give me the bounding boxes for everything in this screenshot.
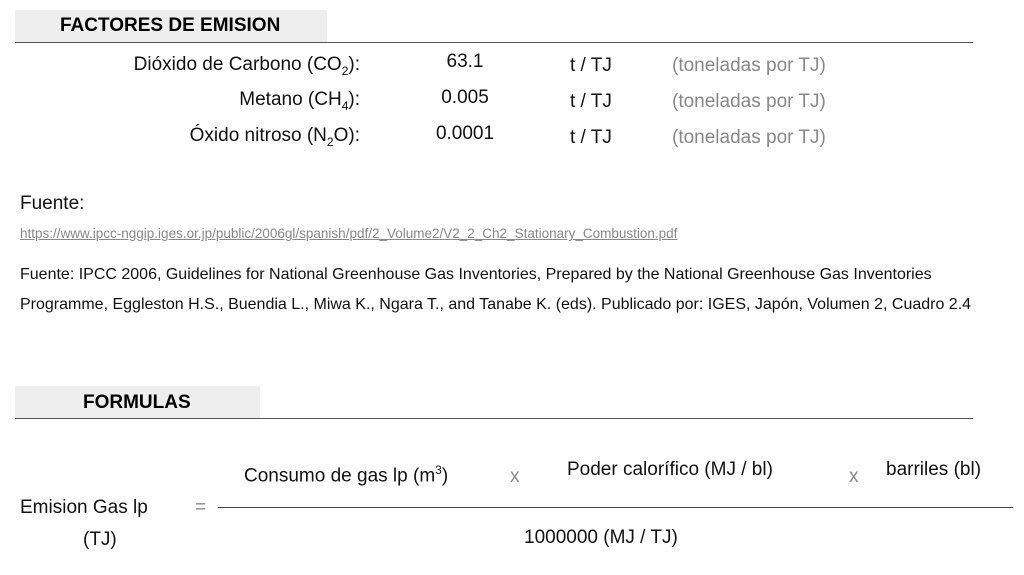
n2o-label — [190, 125, 360, 149]
co2-name: Dióxido de Carbono (CO — [133, 54, 342, 75]
ch4-unit: t / TJ — [570, 91, 612, 112]
term1-superscript: 3 — [435, 463, 442, 477]
term1-tail: ) — [441, 465, 449, 487]
formula-times-1: x — [510, 466, 520, 487]
formula-term-calorific-power: Poder calorífico (MJ / bl) — [567, 459, 773, 480]
ch4-note: (toneladas por TJ) — [672, 91, 826, 112]
n2o-unit: t / TJ — [570, 127, 612, 148]
ch4-label — [239, 89, 360, 113]
ch4-value: 0.005 — [441, 87, 489, 108]
source-label: Fuente: — [20, 193, 85, 214]
formula-fraction-line — [218, 507, 1013, 508]
co2-value: 63.1 — [446, 51, 484, 72]
formula-term-barrels: barriles (bl) — [886, 459, 982, 480]
formula-equals: = — [195, 497, 207, 518]
co2-subscript: 2 — [341, 63, 349, 78]
formula-lhs-line1: Emision Gas lp — [20, 497, 148, 518]
formulas-title: FORMULAS — [83, 392, 191, 413]
term1-text: Consumo de gas lp (m — [244, 465, 436, 487]
n2o-tail: O): — [333, 125, 360, 146]
emission-factors-title: FACTORES DE EMISION — [60, 15, 281, 36]
formulas-rule — [15, 418, 973, 419]
n2o-subscript: 2 — [326, 134, 334, 149]
formula-times-2: x — [849, 466, 859, 487]
co2-label — [134, 54, 360, 78]
emission-factors-rule — [15, 42, 973, 43]
n2o-value: 0.0001 — [435, 123, 495, 144]
ch4-name: Metano (CH — [239, 89, 342, 110]
source-citation: Fuente: IPCC 2006, Guidelines for National Greenhouse Gas Inventories, Prepared by the National Greenhouse Gas Inventories Programme, Eggleston H.S., Buendia L., Miwa K., Ngara T., and Tanabe K. (eds). Publicado por: IGES, Japón, Volumen 2, Cuadro 2.4 — [20, 266, 972, 313]
ch4-tail: ): — [348, 89, 360, 110]
co2-tail: ): — [348, 54, 360, 75]
co2-note: (toneladas por TJ) — [672, 55, 826, 76]
formula-denominator: 1000000 (MJ / TJ) — [524, 527, 678, 548]
co2-unit: t / TJ — [570, 55, 612, 76]
formula-lhs-line2: (TJ) — [83, 529, 117, 550]
n2o-note: (toneladas por TJ) — [672, 127, 826, 148]
formula-term-gas-consumption — [244, 463, 448, 487]
source-link[interactable]: https://www.ipcc-nggip.iges.or.jp/public/2006gl/spanish/pdf/2_Volume2/V2_2_Ch2_Stationary_Combustion.pdf — [20, 226, 678, 241]
n2o-name: Óxido nitroso (N — [189, 125, 327, 146]
ch4-subscript: 4 — [341, 98, 349, 113]
